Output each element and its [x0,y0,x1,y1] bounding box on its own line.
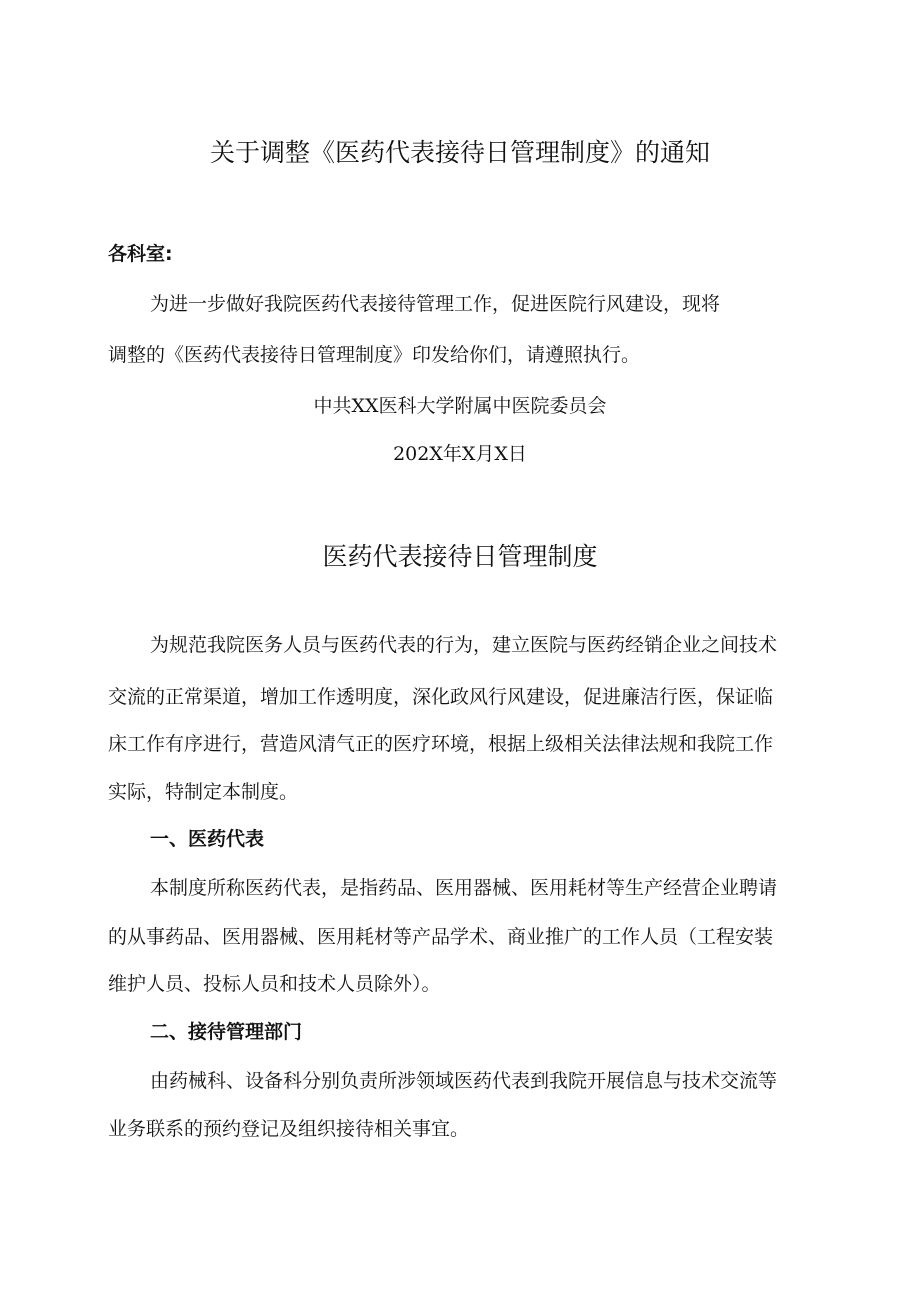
regulation-title: 医药代表接待日管理制度 [322,542,598,571]
salutation: 各科室: [108,243,173,265]
section-line: 由药械科、设备科分别负责所涉领域医药代表到我院开展信息与技术交流等 [150,1070,778,1092]
section-line: 维护人员、投标人员和技术人员除外）。 [108,973,441,995]
issue-date: 202X年X月X日 [393,443,527,465]
notice-title: 关于调整《医药代表接待日管理制度》的通知 [209,138,710,167]
intro-line: 床工作有序进行，营造风清气正的医疗环境，根据上级相关法律法规和我院工作 [108,733,774,755]
notice-body-line: 调整的《医药代表接待日管理制度》印发给你们，请遵照执行。 [108,344,641,366]
intro-line: 实际，特制定本制度。 [108,781,299,803]
issuer: 中共XX医科大学附属中医院委员会 [313,395,607,417]
notice-body-line: 为进一步做好我院医药代表接待管理工作，促进医院行风建设，现将 [150,293,721,315]
section-line: 的从事药品、医用器械、医用耗材等产品学术、商业推广的工作人员（工程安装 [108,926,774,948]
section-line: 本制度所称医药代表，是指药品、医用器械、医用耗材等生产经营企业聘请 [150,877,778,899]
intro-line: 交流的正常渠道，增加工作透明度，深化政风行风建设，促进廉洁行医，保证临 [108,686,774,708]
section-heading: 二、接待管理部门 [150,1021,303,1043]
section-line: 业务联系的预约登记及组织接待相关事宜。 [108,1118,470,1140]
intro-line: 为规范我院医务人员与医药代表的行为，建立医院与医药经销企业之间技术 [150,634,778,656]
section-heading: 一、医药代表 [150,828,265,850]
